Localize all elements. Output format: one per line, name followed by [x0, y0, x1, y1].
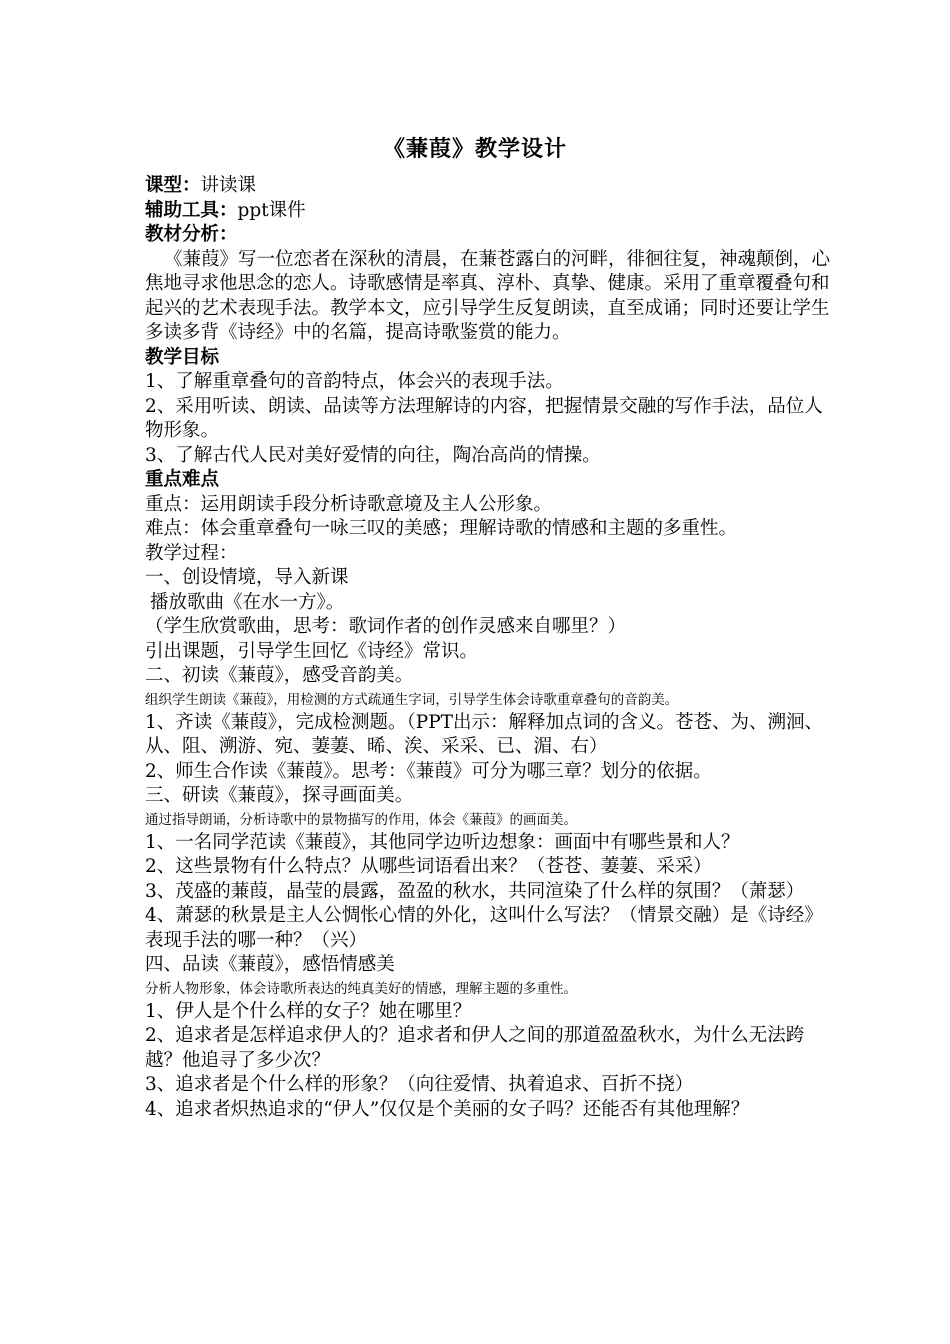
- analysis-heading: 教材分析：: [145, 224, 238, 245]
- course-type-line: [145, 174, 835, 199]
- process-heading: 教学过程：: [145, 542, 238, 564]
- tools-label: 辅助工具：: [145, 199, 238, 221]
- tools-line: [145, 199, 835, 224]
- section-4-item: 2、追求者是怎样追求伊人的？追求者和伊人之间的那道盈盈秋水，为什么无法跨越？他追寻了多少次？: [145, 1025, 805, 1071]
- document-body: [145, 174, 835, 1122]
- section-2-item: 1、齐读《蒹葭》，完成检测题。（PPT出示：解释加点词的含义。苍苍、为、溯洄、从、阻、溯游、宛、萋萋、晞、涘、采采、已、湄、右）: [145, 711, 824, 757]
- section-4-title: 四、品读《蒹葭》，感悟情感美: [145, 954, 395, 975]
- analysis-text: 《蒹葭》写一位恋者在深秋的清晨，在蒹苍露白的河畔，徘徊往复，神魂颠倒，心焦地寻求他思念的恋人。诗歌感情是率真、淳朴、真挚、健康。采用了重章覆叠句和起兴的艺术表现手法。教学本文，应引导学生反复朗读，直至成诵；同时还要让学生多读多背《诗经》中的名篇，提高诗歌鉴赏的能力。: [145, 248, 831, 343]
- section-2-title: 二、初读《蒹葭》，感受音韵美。: [145, 665, 414, 686]
- section-3-item: 4、萧瑟的秋景是主人公惆怅心情的外化，这叫什么写法？（情景交融）是《诗经》表现手法的哪一种？（兴）: [145, 905, 823, 951]
- section-3-item: 3、茂盛的蒹葭，晶莹的晨露，盈盈的秋水，共同渲染了什么样的氛围？（萧瑟）: [145, 880, 805, 902]
- section-1-line: （学生欣赏歌曲，思考：歌词作者的创作灵感来自哪里？）: [145, 616, 627, 637]
- goal-item: 2、采用听读、朗读、品读等方法理解诗的内容，把握情景交融的写作手法，品位人物形象。: [145, 395, 823, 441]
- document-title: 《蒹葭》教学设计: [382, 136, 567, 162]
- section-4-note: 分析人物形象，体会诗歌所表达的纯真美好的情感，理解主题的多重性。: [145, 980, 577, 997]
- section-4-item: 4、追求者炽热追求的“伊人”仅仅是个美丽的女子吗？还能否有其他理解？: [145, 1098, 750, 1120]
- course-type-label: 课型：: [145, 175, 201, 196]
- tools-value: ppt课件: [237, 199, 306, 221]
- course-type-value: 讲读课: [200, 175, 257, 196]
- key-points-heading: 重点难点: [145, 469, 220, 490]
- section-2-item: 2、师生合作读《蒹葭》。思考：《蒹葭》可分为哪三章？划分的依据。: [145, 760, 712, 782]
- section-4-item: 3、追求者是个什么样的形象？（向往爱情、执着追求、百折不挠）: [145, 1074, 694, 1095]
- section-3-note: 通过指导朗诵，分析诗歌中的景物描写的作用，体会《蒹葭》的画面美。: [145, 811, 577, 828]
- section-3-item: 2、这些景物有什么特点？从哪些词语看出来？（苍苍、萋萋、采采）: [145, 856, 712, 877]
- section-2-note: 组织学生朗读《蒹葭》，用检测的方式疏通生字词，引导学生体会诗歌重章叠句的音韵美。: [145, 691, 679, 708]
- section-1-line: 播放歌曲《在水一方》。: [150, 591, 345, 613]
- section-3-title: 三、研读《蒹葭》，探寻画面美。: [145, 785, 414, 806]
- key-point: 重点：运用朗读手段分析诗歌意境及主人公形象。: [145, 493, 553, 515]
- section-4-item: 1、伊人是个什么样的女子？她在哪里？: [145, 1000, 472, 1022]
- difficult-point: 难点：体会重章叠句一咏三叹的美感；理解诗歌的情感和主题的多重性。: [145, 518, 738, 539]
- section-1-title: 一、创设情境，导入新课: [145, 567, 349, 588]
- section-1-line: 引出课题，引导学生回忆《诗经》常识。: [145, 640, 479, 662]
- goals-heading: 教学目标: [145, 346, 220, 368]
- goal-item: 1、了解重章叠句的音韵特点，体会兴的表现手法。: [145, 371, 564, 392]
- section-3-item: 1、一名同学范读《蒹葭》，其他同学边听边想象：画面中有哪些景和人？: [145, 831, 740, 853]
- goal-item: 3、了解古代人民对美好爱情的向往，陶冶高尚的情操。: [145, 444, 601, 466]
